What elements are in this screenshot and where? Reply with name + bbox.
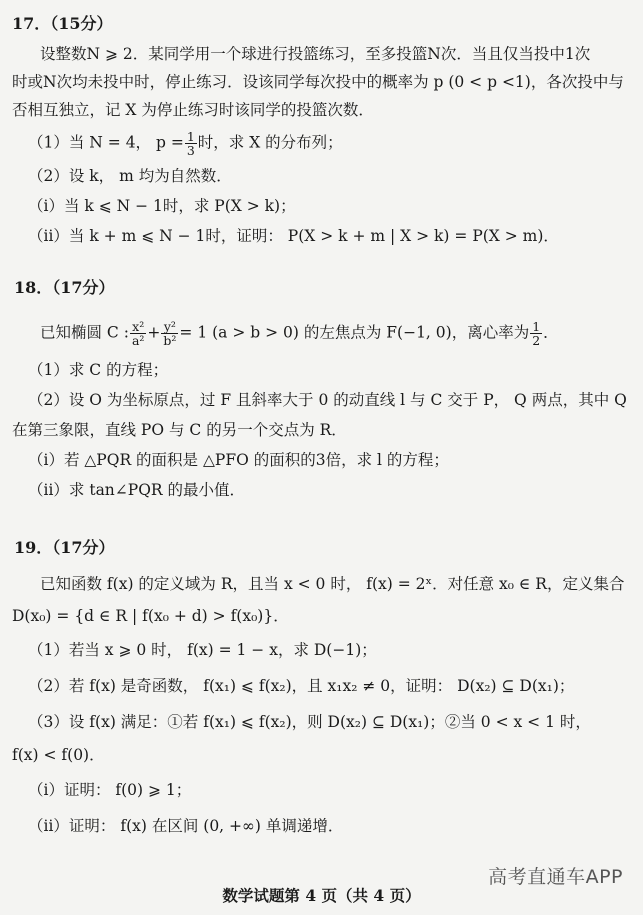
q18-part2-ii: （ⅱ）求 tan∠PQR 的最小值． <box>28 481 246 499</box>
q18-stem-text-c: ． <box>543 323 559 342</box>
q18-y-fraction <box>161 320 178 347</box>
q18-stem-text-b: = 1 (a > b > 0) 的左焦点为 F(−1, 0)，离心率为 <box>179 323 530 342</box>
q18-plus-sign: + <box>147 323 161 342</box>
page-footer: 数学试题第 4 页（共 4 页） <box>222 886 421 905</box>
q19-part3-line2: f(x) < f(0)． <box>12 746 105 764</box>
q17-part2-i: （ⅰ）当 k ⩽ N − 1时，求 P(X > k)； <box>28 197 296 215</box>
q18-e-fraction <box>530 320 542 347</box>
q18-x-numerator: x² <box>130 320 146 334</box>
q18-part1: （1）求 C 的方程； <box>28 361 169 379</box>
q17-part1 <box>28 130 343 157</box>
q17-p-denominator: 3 <box>186 143 195 158</box>
q19-stem-line1: 已知函数 f(x) 的定义域为 R，且当 x < 0 时， f(x) = 2ˣ．对任意 x₀ ∈ R，定义集合 <box>40 575 625 593</box>
q19-stem-line2: D(x₀) = {d ∈ R | f(x₀ + d) > f(x₀)}． <box>12 607 289 625</box>
q19-part2: （2）若 f(x) 是奇函数， f(x₁) ⩽ f(x₂)，且 x₁x₂ ≠ 0，证明： D(x₂) ⊆ D(x₁)； <box>28 677 575 695</box>
q18-part2-line2: 在第三象限，直线 PO 与 C 的另一个交点为 R． <box>12 421 347 439</box>
q18-y-denominator: b² <box>163 333 177 348</box>
q18-stem-line1 <box>40 320 559 347</box>
q18-x-denominator: a² <box>131 333 145 348</box>
q18-e-denominator: 2 <box>532 333 541 348</box>
q17-title: 17．（15分） <box>12 14 113 33</box>
q17-part2: （2）设 k， m 均为自然数． <box>28 167 232 185</box>
q18-title: 18．（17分） <box>14 278 115 297</box>
q17-stem-line2: 时或N次均未投中时，停止练习．设该同学每次投中的概率为 p (0 < p <1)，各次投中与 <box>12 73 624 91</box>
q19-part3-ii: （ⅱ）证明： f(x) 在区间 (0, +∞) 单调递增． <box>28 817 344 835</box>
q18-y-numerator: y² <box>161 320 178 334</box>
q19-part3-line1: （3）设 f(x) 满足：①若 f(x₁) ⩽ f(x₂)，则 D(x₂) ⊆ D(x₁)；②当 0 < x < 1 时， <box>28 713 591 731</box>
q18-part2-line1: （2）设 O 为坐标原点，过 F 且斜率大于 0 的动直线 l 与 C 交于 P， Q 两点，其中 Q <box>28 391 627 409</box>
q18-e-numerator: 1 <box>532 319 541 334</box>
q18-x-fraction <box>130 320 146 347</box>
q19-part3-i: （ⅰ）证明： f(0) ⩾ 1； <box>28 781 192 799</box>
watermark-text: 高考直通车APP <box>488 866 623 888</box>
q17-p-fraction <box>185 130 197 157</box>
q17-stem-line3: 否相互独立，记 X 为停止练习时该同学的投篮次数． <box>12 101 374 119</box>
q18-stem-text-a: 已知椭圆 C : <box>40 323 129 342</box>
q19-title: 19．（17分） <box>14 538 115 557</box>
q17-stem-line1: 设整数N ⩾ 2．某同学用一个球进行投篮练习，至多投篮N次．当且仅当投中1次 <box>40 45 591 63</box>
q18-part2-i: （ⅰ）若 △PQR 的面积是 △PFO 的面积的3倍，求 l 的方程； <box>28 451 449 469</box>
q19-part1: （1）若当 x ⩾ 0 时， f(x) = 1 − x，求 D(−1)； <box>28 641 377 659</box>
q17-part1-text-b: 时，求 X 的分布列； <box>197 133 343 152</box>
q17-part2-ii: （ⅱ）当 k + m ⩽ N − 1时，证明： P(X > k + m | X > k) = P(X > m)． <box>28 227 559 245</box>
q17-part1-text-a: （1）当 N = 4， p = <box>28 133 184 152</box>
q17-p-numerator: 1 <box>186 129 195 144</box>
